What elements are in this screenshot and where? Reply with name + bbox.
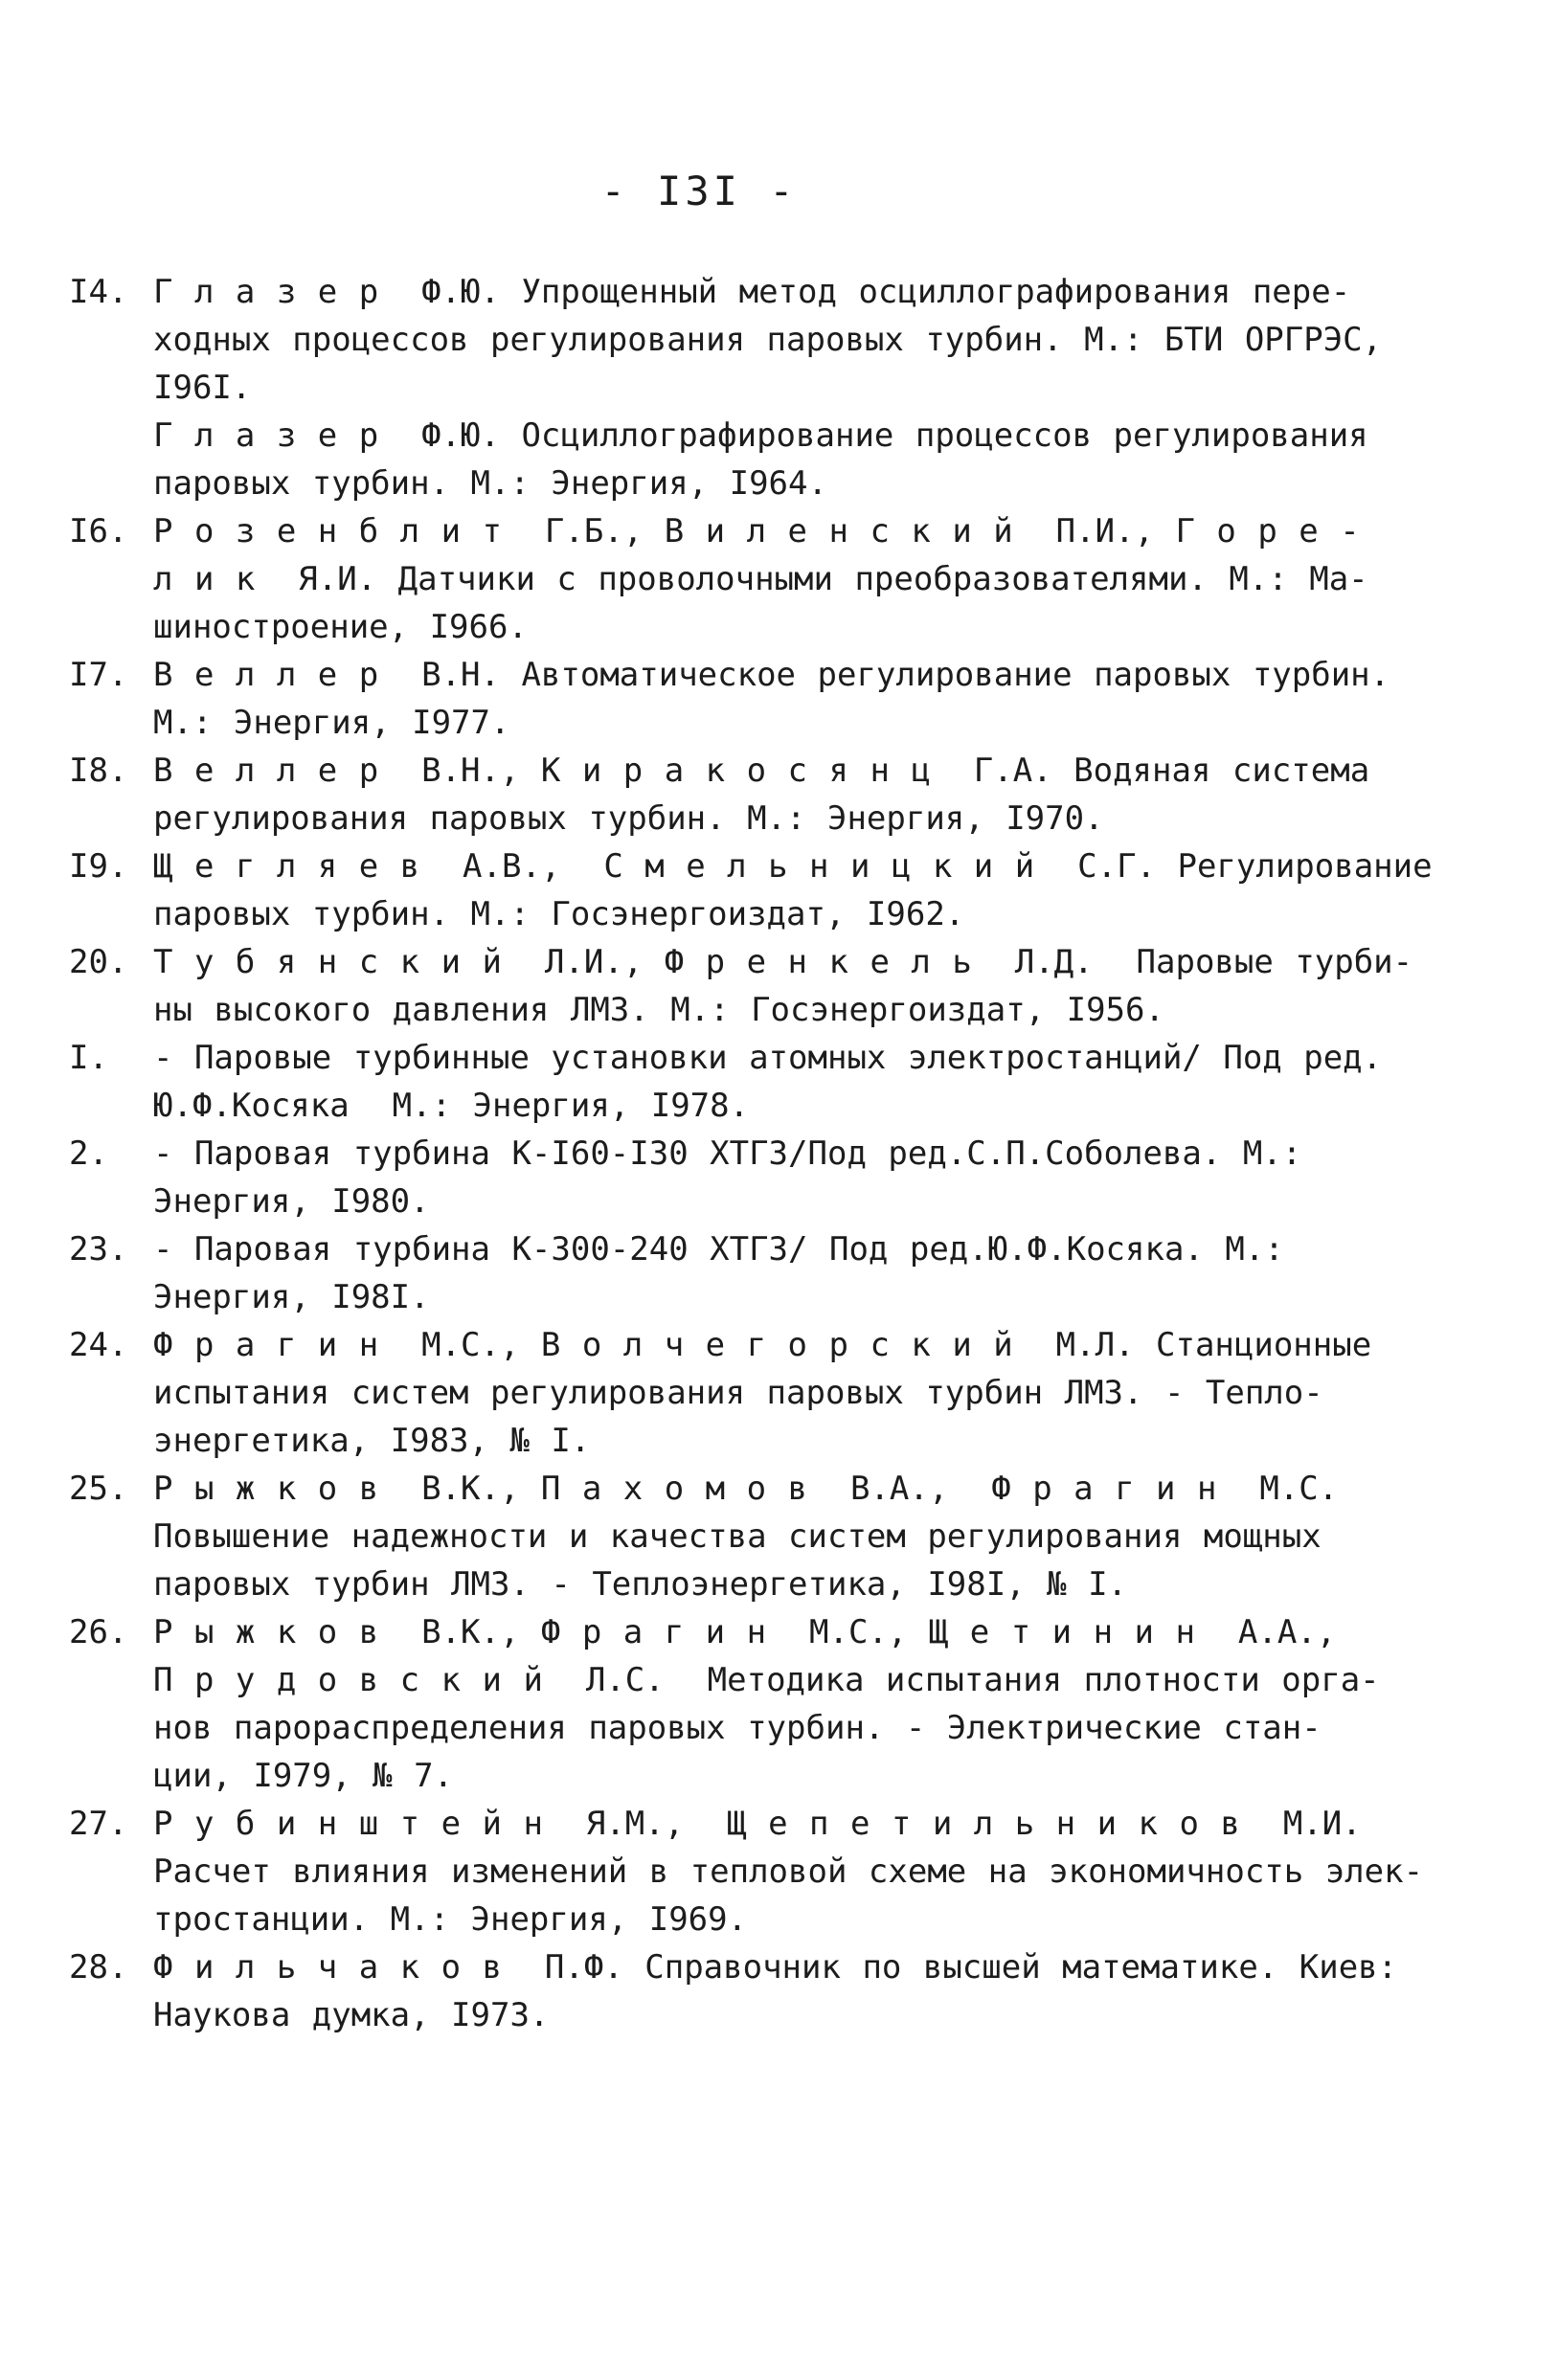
reference-line: Щ е г л я е в А.В., С м е л ь н и ц к и й С.Г. Регулирование — [153, 847, 1433, 886]
reference-line: Т у б я н с к и й Л.И., Ф р е н к е л ь Л.Д. Паровые турби- — [153, 943, 1413, 981]
reference-text — [153, 1608, 1429, 1800]
reference-line: шиностроение, I966. — [153, 608, 528, 646]
reference-line: паровых турбин ЛМЗ. - Теплоэнергетика, I98I, № I. — [153, 1565, 1128, 1604]
reference-line: Ф р а г и н М.С., В о л ч е г о р с к и й М.Л. Станционные — [153, 1326, 1372, 1364]
reference-list — [69, 268, 1433, 2039]
reference-number: I8. — [69, 752, 128, 790]
reference-item — [69, 747, 1429, 842]
reference-line: В е л л е р В.Н., К и р а к о с я н ц Г.А. Водяная система — [153, 752, 1370, 790]
reference-number: I. — [69, 1039, 108, 1077]
reference-item — [69, 268, 1429, 412]
reference-line: Ю.Ф.Косяка М.: Энергия, I978. — [153, 1087, 750, 1125]
reference-number: 20. — [69, 943, 128, 981]
reference-text — [153, 842, 1433, 938]
reference-line: Г л а з е р Ф.Ю. Упрощенный метод осциллографирования пере- — [153, 273, 1351, 311]
reference-line: П р у д о в с к и й Л.С. Методика испытания плотности орга- — [153, 1661, 1380, 1699]
reference-line: Р у б и н ш т е й н Я.М., Щ е п е т и л ь н и к о в М.И. — [153, 1805, 1362, 1843]
reference-line: В е л л е р В.Н. Автоматическое регулирование паровых турбин. — [153, 656, 1390, 694]
reference-line: ходных процессов регулирования паровых турбин. М.: БТИ ОРГРЭС, — [153, 321, 1383, 359]
reference-item — [69, 1608, 1429, 1800]
reference-number: I4. — [69, 273, 128, 311]
reference-item — [69, 1130, 1429, 1225]
reference-item — [69, 842, 1433, 938]
reference-text — [153, 938, 1429, 1034]
reference-text — [153, 1130, 1429, 1225]
reference-item — [69, 412, 1429, 507]
reference-number: 28. — [69, 1948, 128, 1987]
reference-item — [69, 651, 1429, 747]
reference-line: ции, I979, № 7. — [153, 1757, 454, 1795]
reference-line: л и к Я.И. Датчики с проволочными преобразователями. М.: Ма- — [153, 560, 1368, 598]
reference-number: I9. — [69, 847, 128, 886]
reference-item — [69, 1321, 1429, 1465]
reference-text — [153, 1321, 1429, 1465]
reference-text — [153, 651, 1429, 747]
reference-text — [153, 1943, 1429, 2039]
reference-line: нов парораспределения паровых турбин. - Электрические стан- — [153, 1709, 1322, 1747]
reference-text — [153, 412, 1429, 507]
reference-line: Повышение надежности и качества систем регулирования мощных — [153, 1517, 1322, 1556]
reference-line: I96I. — [153, 369, 252, 407]
reference-line: - Паровая турбина К-I60-I30 ХТГЗ/Под ред.С.П.Соболева. М.: — [153, 1134, 1302, 1173]
reference-item — [69, 1465, 1429, 1608]
reference-line: тростанции. М.: Энергия, I969. — [153, 1900, 748, 1939]
reference-line: паровых турбин. М.: Энергия, I964. — [153, 464, 827, 503]
reference-number: 23. — [69, 1230, 128, 1269]
reference-line: энергетика, I983, № I. — [153, 1422, 591, 1460]
reference-line: регулирования паровых турбин. М.: Энергия, I970. — [153, 799, 1104, 838]
reference-item — [69, 507, 1429, 651]
reference-line: - Паровая турбина К-300-240 ХТГЗ/ Под ред.Ю.Ф.Косяка. М.: — [153, 1230, 1284, 1269]
reference-line: Р о з е н б л и т Г.Б., В и л е н с к и й П.И., Г о р е - — [153, 512, 1360, 550]
reference-number: 27. — [69, 1805, 128, 1843]
reference-line: испытания систем регулирования паровых турбин ЛМЗ. - Тепло- — [153, 1374, 1323, 1412]
reference-line: М.: Энергия, I977. — [153, 704, 510, 742]
reference-text — [153, 507, 1429, 651]
reference-line: Наукова думка, I973. — [153, 1996, 550, 2034]
reference-number: 24. — [69, 1326, 128, 1364]
reference-item — [69, 1943, 1429, 2039]
reference-line: Энергия, I98I. — [153, 1278, 430, 1316]
reference-number: 26. — [69, 1613, 128, 1651]
page-number: - I3I - — [600, 168, 798, 214]
reference-text — [153, 1034, 1429, 1130]
reference-item — [69, 1034, 1429, 1130]
reference-line: Энергия, I980. — [153, 1182, 430, 1221]
reference-number: I6. — [69, 512, 128, 550]
reference-line: ны высокого давления ЛМЗ. М.: Госэнергоиздат, I956. — [153, 991, 1164, 1029]
reference-text — [153, 1800, 1429, 1943]
reference-line: Ф и л ь ч а к о в П.Ф. Справочник по высшей математике. Киев: — [153, 1948, 1398, 1987]
reference-line: Г л а з е р Ф.Ю. Осциллографирование процессов регулирования — [153, 416, 1368, 455]
reference-line: Р ы ж к о в В.К., Ф р а г и н М.С., Щ е т и н и н А.А., — [153, 1613, 1337, 1651]
reference-number: I7. — [69, 656, 128, 694]
reference-item — [69, 1800, 1429, 1943]
reference-number: 25. — [69, 1470, 128, 1508]
reference-line: - Паровые турбинные установки атомных электростанций/ Под ред. — [153, 1039, 1383, 1077]
reference-text — [153, 1225, 1429, 1321]
reference-line: Р ы ж к о в В.К., П а х о м о в В.А., Ф р а г и н М.С. — [153, 1470, 1339, 1508]
reference-text — [153, 268, 1429, 412]
reference-line: Расчет влияния изменений в тепловой схеме на экономичность элек- — [153, 1852, 1424, 1891]
reference-number: 2. — [69, 1134, 108, 1173]
reference-item — [69, 938, 1429, 1034]
reference-text — [153, 1465, 1429, 1608]
reference-line: паровых турбин. М.: Госэнергоиздат, I962. — [153, 895, 965, 933]
reference-text — [153, 747, 1429, 842]
reference-item — [69, 1225, 1429, 1321]
